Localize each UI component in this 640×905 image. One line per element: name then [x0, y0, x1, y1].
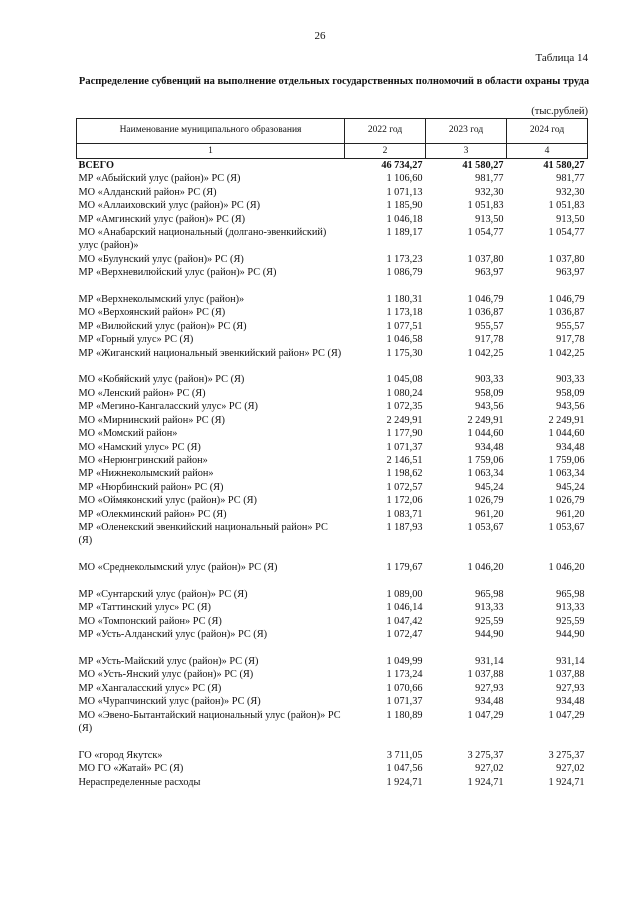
municipality-name: МР «Нижнеколымский район» — [78, 468, 214, 480]
table-row — [77, 655, 588, 668]
table-row — [77, 414, 588, 427]
table-row — [77, 172, 588, 185]
value-2023: 944,90 — [475, 629, 504, 641]
value-2022: 1 045,08 — [386, 374, 423, 386]
municipality-name: МР «Абыйский улус (район)» РС (Я) — [78, 173, 241, 185]
municipality-name: МО «Ленский район» РС (Я) — [78, 387, 206, 399]
value-2024: 945,24 — [556, 481, 585, 493]
value-2023: 1 063,34 — [467, 468, 504, 480]
header-name: Наименование муниципального образования — [77, 119, 345, 144]
value-2022: 1 070,66 — [386, 682, 423, 694]
spacer-cell — [77, 575, 588, 588]
table-row — [77, 615, 588, 628]
value-2022: 1 172,06 — [386, 495, 423, 507]
value-2023: 932,30 — [475, 186, 504, 198]
index-row — [77, 144, 588, 159]
municipality-name: МО «Среднеколымский улус (район)» РС (Я) — [78, 562, 278, 574]
table-row — [77, 588, 588, 601]
table-row — [77, 347, 588, 360]
value-2022: 1 177,90 — [386, 428, 423, 440]
municipality-name: МО «Булунский улус (район)» РС (Я) — [78, 253, 244, 265]
value-2024: 913,50 — [556, 213, 585, 225]
value-2022: 1 047,56 — [386, 763, 423, 775]
value-2022: 1 072,57 — [386, 481, 423, 493]
units-label: (тыс.рублей) — [531, 106, 588, 117]
value-2022: 2 146,51 — [386, 454, 423, 466]
value-2022: 1 046,18 — [386, 213, 423, 225]
value-2022: 1 180,89 — [386, 709, 423, 721]
table-row — [77, 400, 588, 413]
spacer-row — [77, 548, 588, 561]
value-2023: 958,09 — [475, 387, 504, 399]
value-2023: 1 051,83 — [467, 200, 504, 212]
value-2024: 981,77 — [556, 173, 585, 185]
table-row — [77, 481, 588, 494]
value-2024: 1 037,80 — [548, 253, 585, 265]
value-2023: 934,48 — [475, 696, 504, 708]
value-2024: 917,78 — [556, 334, 585, 346]
value-2022: 1 089,00 — [386, 588, 423, 600]
header-2023: 2023 год — [426, 119, 507, 144]
table-row — [77, 320, 588, 333]
municipality-name: МР «Таттинский улус» РС (Я) — [78, 602, 211, 614]
value-2024: 1 046,79 — [548, 294, 585, 306]
municipality-name: МО «Мирнинский район» РС (Я) — [78, 414, 225, 426]
value-2022: 1 179,67 — [386, 562, 423, 574]
value-2024: 1 046,20 — [548, 562, 585, 574]
value-2022: 1 187,93 — [386, 521, 423, 533]
value-2024: 931,14 — [556, 655, 585, 667]
table-row — [77, 373, 588, 386]
table-row — [77, 441, 588, 454]
index-cell: 2 — [345, 144, 426, 159]
value-2024: 1 044,60 — [548, 428, 585, 440]
value-2022: 1 083,71 — [386, 508, 423, 520]
value-2024: 932,30 — [556, 186, 585, 198]
municipality-name: МР «Хангаласский улус» РС (Я) — [78, 682, 222, 694]
table-row — [77, 508, 588, 521]
municipality-name: МР «Оленекский эвенкийский национальный район» РС (Я) — [78, 521, 328, 547]
value-2024: 961,20 — [556, 508, 585, 520]
value-2024: 955,57 — [556, 320, 585, 332]
header-2022: 2022 год — [345, 119, 426, 144]
municipality-name: МО «Оймяконский улус (район)» РС (Я) — [78, 495, 257, 507]
total-2024: 41 580,27 — [543, 160, 585, 171]
value-2022: 1 189,17 — [386, 227, 423, 239]
value-2023: 927,02 — [475, 763, 504, 775]
value-2023: 1 037,88 — [467, 669, 504, 681]
value-2022: 1 077,51 — [386, 320, 423, 332]
spacer-row — [77, 735, 588, 748]
municipality-name: МО «Аллаиховский улус (район)» РС (Я) — [78, 200, 261, 212]
table-row — [77, 709, 588, 736]
table-row — [77, 776, 588, 789]
municipality-name: МР «Горный улус» РС (Я) — [78, 334, 194, 346]
value-2023: 1 054,77 — [467, 227, 504, 239]
value-2023: 981,77 — [475, 173, 504, 185]
header-2024: 2024 год — [507, 119, 588, 144]
spacer-cell — [77, 735, 588, 748]
value-2022: 2 249,91 — [386, 414, 423, 426]
value-2023: 1 046,79 — [467, 294, 504, 306]
value-2022: 1 046,58 — [386, 334, 423, 346]
value-2023: 931,14 — [475, 655, 504, 667]
municipality-name: МР «Верхнеколымский улус (район)» — [78, 294, 245, 306]
total-label: ВСЕГО — [78, 160, 114, 171]
value-2022: 1 047,42 — [386, 615, 423, 627]
table-row — [77, 749, 588, 762]
value-2024: 925,59 — [556, 615, 585, 627]
index-cell: 1 — [77, 144, 345, 159]
table-row — [77, 199, 588, 212]
municipality-name: МР «Сунтарский улус (район)» РС (Я) — [78, 588, 248, 600]
value-2022: 1 071,37 — [386, 441, 423, 453]
total-row — [77, 159, 588, 173]
value-2024: 1 037,88 — [548, 669, 585, 681]
table-row — [77, 454, 588, 467]
header-row — [77, 119, 588, 144]
spacer-cell — [77, 280, 588, 293]
table-row — [77, 682, 588, 695]
value-2023: 961,20 — [475, 508, 504, 520]
value-2024: 943,56 — [556, 401, 585, 413]
spacer-row — [77, 280, 588, 293]
table-row — [77, 213, 588, 226]
value-2022: 1 049,99 — [386, 655, 423, 667]
value-2024: 1 063,34 — [548, 468, 585, 480]
value-2023: 1 046,20 — [467, 562, 504, 574]
value-2022: 1 072,35 — [386, 401, 423, 413]
value-2024: 903,33 — [556, 374, 585, 386]
value-2022: 1 924,71 — [386, 776, 423, 788]
value-2024: 1 924,71 — [548, 776, 585, 788]
table-body — [77, 159, 588, 790]
municipality-name: МО «Верхоянский район» РС (Я) — [78, 307, 226, 319]
value-2022: 1 072,47 — [386, 629, 423, 641]
value-2023: 943,56 — [475, 401, 504, 413]
value-2022: 1 086,79 — [386, 267, 423, 279]
municipality-name: МО «Кобяйский улус (район)» РС (Я) — [78, 374, 245, 386]
spacer-row — [77, 360, 588, 373]
value-2024: 958,09 — [556, 387, 585, 399]
municipality-name: МР «Мегино-Кангаласский улус» РС (Я) — [78, 401, 258, 413]
value-2023: 934,48 — [475, 441, 504, 453]
value-2023: 1 044,60 — [467, 428, 504, 440]
municipality-name: МО «Нерюнгринский район» — [78, 454, 208, 466]
municipality-name: МО «Усть-Янский улус (район)» РС (Я) — [78, 669, 254, 681]
value-2024: 1 051,83 — [548, 200, 585, 212]
municipality-name: Нераспределенные расходы — [78, 776, 201, 788]
value-2024: 1 047,29 — [548, 709, 585, 721]
value-2023: 2 249,91 — [467, 414, 504, 426]
value-2024: 1 036,87 — [548, 307, 585, 319]
table-row — [77, 306, 588, 319]
municipality-name: МР «Жиганский национальный эвенкийский район» РС (Я) — [78, 347, 342, 359]
table-row — [77, 266, 588, 279]
value-2024: 1 759,06 — [548, 454, 585, 466]
table-row — [77, 226, 588, 253]
municipality-name: МР «Вилюйский улус (район)» РС (Я) — [78, 320, 247, 332]
value-2022: 1 071,37 — [386, 696, 423, 708]
value-2022: 1 106,60 — [386, 173, 423, 185]
value-2023: 1 924,71 — [467, 776, 504, 788]
value-2024: 913,33 — [556, 602, 585, 614]
table-row — [77, 561, 588, 574]
value-2023: 1 047,29 — [467, 709, 504, 721]
value-2024: 927,93 — [556, 682, 585, 694]
table-row — [77, 293, 588, 306]
total-2023: 41 580,27 — [462, 160, 504, 171]
table-row — [77, 253, 588, 266]
value-2022: 1 080,24 — [386, 387, 423, 399]
spacer-cell — [77, 360, 588, 373]
value-2024: 1 054,77 — [548, 227, 585, 239]
spacer-cell — [77, 548, 588, 561]
table-title: Распределение субвенций на выполнение отдельных государственных полномочий в области охраны труда — [78, 76, 590, 87]
spacer-cell — [77, 642, 588, 655]
value-2024: 963,97 — [556, 267, 585, 279]
page-number: 26 — [314, 30, 326, 42]
total-2022: 46 734,27 — [381, 160, 423, 171]
value-2023: 3 275,37 — [467, 749, 504, 761]
municipality-name: МР «Усть-Алданский улус (район)» РС (Я) — [78, 629, 268, 641]
spacer-row — [77, 642, 588, 655]
table-row — [77, 762, 588, 775]
table-row — [77, 427, 588, 440]
municipality-name: МО «Намский улус» РС (Я) — [78, 441, 201, 453]
table-row — [77, 333, 588, 346]
table-row — [77, 521, 588, 548]
value-2024: 934,48 — [556, 696, 585, 708]
value-2023: 1 053,67 — [467, 521, 504, 533]
value-2024: 934,48 — [556, 441, 585, 453]
table-row — [77, 601, 588, 614]
municipality-name: МР «Олекминский район» РС (Я) — [78, 508, 227, 520]
value-2023: 927,93 — [475, 682, 504, 694]
municipality-name: МО «Томпонский район» РС (Я) — [78, 615, 222, 627]
value-2024: 944,90 — [556, 629, 585, 641]
value-2022: 1 175,30 — [386, 347, 423, 359]
value-2023: 1 036,87 — [467, 307, 504, 319]
municipality-name: МР «Верхневилюйский улус (район)» РС (Я) — [78, 267, 277, 279]
value-2023: 913,33 — [475, 602, 504, 614]
value-2023: 945,24 — [475, 481, 504, 493]
municipality-name: МО «Момский район» — [78, 428, 178, 440]
value-2022: 1 173,18 — [386, 307, 423, 319]
value-2023: 917,78 — [475, 334, 504, 346]
table-row — [77, 668, 588, 681]
municipality-name: МО ГО «Жатай» РС (Я) — [78, 763, 184, 775]
value-2023: 925,59 — [475, 615, 504, 627]
value-2022: 3 711,05 — [386, 749, 423, 761]
municipality-name: ГО «город Якутск» — [78, 749, 163, 761]
subsidy-table — [76, 118, 588, 789]
table-row — [77, 186, 588, 199]
value-2024: 927,02 — [556, 763, 585, 775]
value-2022: 1 185,90 — [386, 200, 423, 212]
table-row — [77, 494, 588, 507]
value-2022: 1 173,23 — [386, 253, 423, 265]
municipality-name: МО «Чурапчинский улус (район)» РС (Я) — [78, 696, 261, 708]
municipality-name: МР «Амгинский улус (район)» РС (Я) — [78, 213, 246, 225]
value-2022: 1 071,13 — [386, 186, 423, 198]
value-2024: 965,98 — [556, 588, 585, 600]
spacer-row — [77, 575, 588, 588]
value-2023: 1 026,79 — [467, 495, 504, 507]
table-row — [77, 628, 588, 641]
index-cell: 3 — [426, 144, 507, 159]
value-2023: 1 042,25 — [467, 347, 504, 359]
municipality-name: МО «Эвено-Бытантайский национальный улус (район)» РС (Я) — [78, 709, 341, 734]
value-2023: 1 037,80 — [467, 253, 504, 265]
value-2022: 1 198,62 — [386, 468, 423, 480]
table-row — [77, 467, 588, 480]
value-2023: 913,50 — [475, 213, 504, 225]
value-2023: 965,98 — [475, 588, 504, 600]
table-row — [77, 695, 588, 708]
index-cell: 4 — [507, 144, 588, 159]
municipality-name: МО «Алданский район» РС (Я) — [78, 186, 217, 198]
municipality-name: МР «Усть-Майский улус (район)» РС (Я) — [78, 655, 259, 667]
table-label: Таблица 14 — [535, 52, 588, 64]
value-2023: 963,97 — [475, 267, 504, 279]
value-2024: 3 275,37 — [548, 749, 585, 761]
value-2024: 1 026,79 — [548, 495, 585, 507]
value-2023: 955,57 — [475, 320, 504, 332]
value-2024: 1 053,67 — [548, 521, 585, 533]
value-2024: 1 042,25 — [548, 347, 585, 359]
value-2022: 1 173,24 — [386, 669, 423, 681]
value-2024: 2 249,91 — [548, 414, 585, 426]
value-2022: 1 046,14 — [386, 602, 423, 614]
value-2023: 903,33 — [475, 374, 504, 386]
value-2023: 1 759,06 — [467, 454, 504, 466]
municipality-name: МР «Нюрбинский район» РС (Я) — [78, 481, 224, 493]
table-row — [77, 387, 588, 400]
value-2022: 1 180,31 — [386, 294, 423, 306]
municipality-name: МО «Анабарский национальный (долгано-эвенкийский) улус (район)» — [78, 227, 327, 252]
